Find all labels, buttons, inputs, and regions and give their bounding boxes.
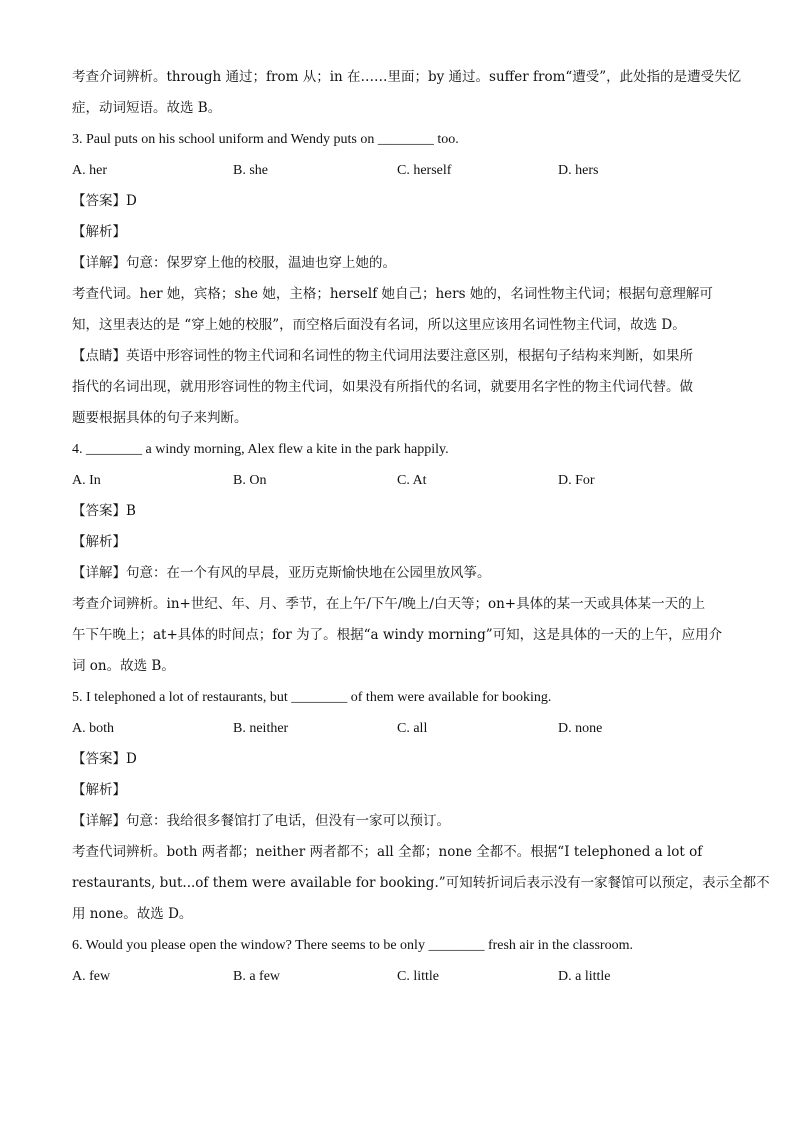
explanation-3-line-2: 知，这里表达的是 “穿上她的校服”，而空格后面没有名词，所以这里应该用名词性物主代词，故选 D。 (72, 317, 686, 333)
detail-5: 【详解】句意：我给很多餐馆打了电话，但没有一家可以预订。 (72, 813, 450, 829)
analysis-tag-4: 【解析】 (72, 534, 126, 550)
question-4-options (72, 465, 722, 496)
question-4: 4. ________ a windy morning, Alex flew a kite in the park happily. (72, 442, 449, 457)
explanation-5-line-2: restaurants, but...of them were available for booking.”可知转折词后表示没有一家餐馆可以预定，表示全都不 (72, 875, 770, 891)
intro-line-1: 考查介词辨析。through 通过；from 从；in 在……里面；by 通过。suffer from“遭受”，此处指的是遭受失忆 (72, 69, 742, 85)
option-a: A. her (72, 163, 107, 178)
question-6-options (72, 961, 722, 992)
answer-3: 【答案】D (72, 193, 137, 209)
answer-4: 【答案】B (72, 503, 136, 519)
document-page (72, 62, 770, 992)
option-c: C. At (397, 473, 427, 488)
option-c: C. all (397, 721, 428, 736)
question-5-options (72, 713, 722, 744)
option-c: C. herself (397, 163, 452, 178)
analysis-tag-5: 【解析】 (72, 782, 126, 798)
question-3: 3. Paul puts on his school uniform and Wendy puts on ________ too. (72, 132, 459, 147)
option-d: D. For (558, 473, 595, 488)
explanation-3-line-1: 考查代词。her 她，宾格；she 她，主格；herself 她自己；hers 她的，名词性物主代词；根据句意理解可 (72, 286, 713, 302)
option-d: D. hers (558, 163, 599, 178)
intro-line-2: 症，动词短语。故选 B。 (72, 100, 222, 116)
option-b: B. she (233, 163, 268, 178)
explanation-4-line-3: 词 on。故选 B。 (72, 658, 175, 674)
option-a: A. few (72, 969, 111, 984)
question-6: 6. Would you please open the window? There seems to be only ________ fresh air in the classroom. (72, 938, 633, 953)
option-b: B. neither (233, 721, 289, 736)
answer-5: 【答案】D (72, 751, 137, 767)
question-5: 5. I telephoned a lot of restaurants, but ________ of them were available for booking. (72, 690, 552, 705)
question-3-options (72, 155, 722, 186)
option-a: A. both (72, 721, 114, 736)
explanation-4-line-1: 考查介词辨析。in+世纪、年、月、季节，在上午/下午/晚上/白天等；on+具体的某一天或具体某一天的上 (72, 596, 706, 612)
explanation-5-line-1: 考查代词辨析。both 两者都；neither 两者都不；all 全都；none 全都不。根据“I telephoned a lot of (72, 844, 703, 860)
option-a: A. In (72, 473, 101, 488)
explanation-4-line-2: 午下午晚上；at+具体的时间点；for 为了。根据“a windy morning”可知，这是具体的一天的上午，应用介 (72, 627, 723, 643)
option-d: D. a little (558, 969, 611, 984)
analysis-tag-3: 【解析】 (72, 224, 126, 240)
explanation-5-line-3: 用 none。故选 D。 (72, 906, 193, 922)
detail-3: 【详解】句意：保罗穿上他的校服，温迪也穿上她的。 (72, 255, 396, 271)
detail-4: 【详解】句意：在一个有风的早晨，亚历克斯愉快地在公园里放风筝。 (72, 565, 491, 581)
option-b: B. a few (233, 969, 281, 984)
explanation-3-line-4: 指代的名词出现，就用形容词性的物主代词，如果没有所指代的名词，就要用名字性的物主代词代替。做 (72, 379, 693, 395)
explanation-3-line-5: 题要根据具体的句子来判断。 (72, 410, 248, 426)
option-c: C. little (397, 969, 439, 984)
option-d: D. none (558, 721, 603, 736)
option-b: B. On (233, 473, 267, 488)
explanation-3-line-3: 【点睛】英语中形容词性的物主代词和名词性的物主代词用法要注意区别，根据句子结构来判断，如果所 (72, 348, 693, 364)
